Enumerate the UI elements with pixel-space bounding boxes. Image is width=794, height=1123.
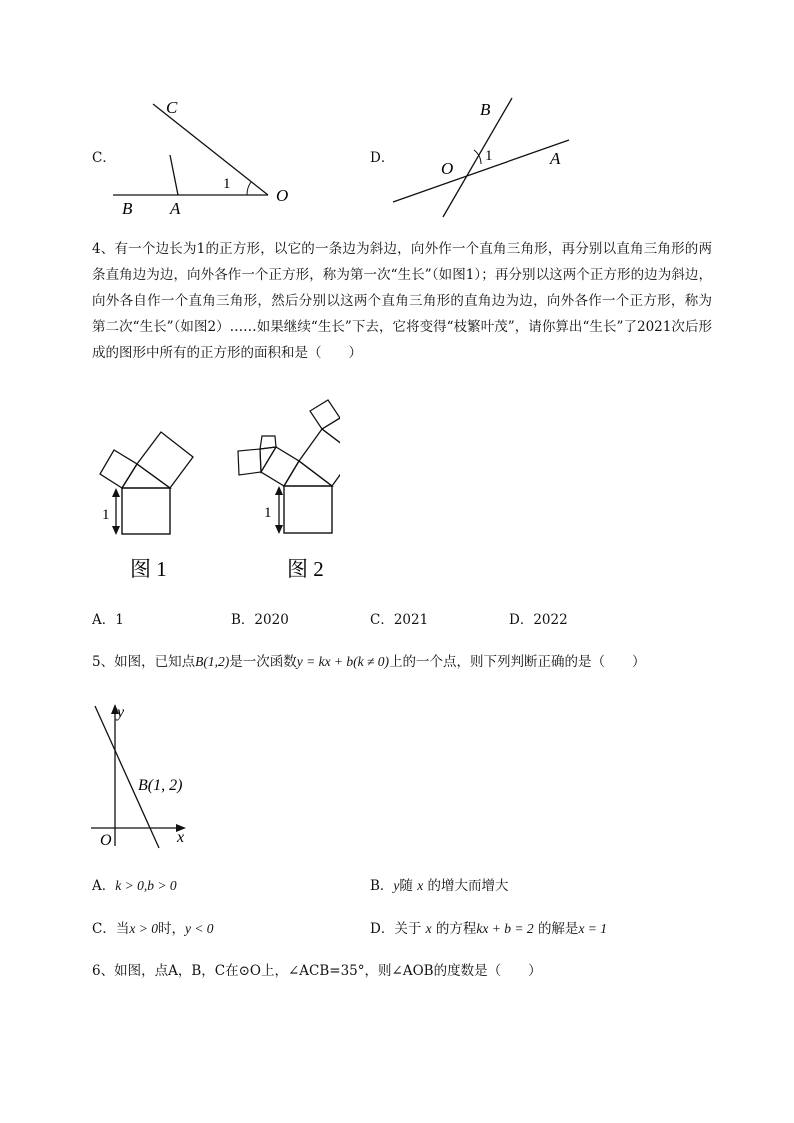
label-angle-1: 1	[485, 148, 493, 164]
right-square	[137, 432, 193, 488]
fig2-caption: 图 2	[287, 557, 324, 581]
option-c-label: C．	[92, 150, 116, 166]
q5-option-c	[92, 916, 214, 942]
q5-prefix: 5、如图，已知点	[92, 654, 196, 670]
label-o: O	[276, 186, 289, 205]
option-d-sol: x = 1	[578, 921, 608, 936]
question-4-text: 4、有一个边长为1的正方形，以它的一条边为斜边，向外作一个直角三角形，再分别以直角三角形的两条直角边为边，向外各作一个正方形，称为第一次“生长”（如图1）；再分别以这两个正方形的边为斜边，向外各自作一个直角三角形，然后分别以这两个直角三角形的直角边为边，向外各作一个正方形，称为第二次“生长”（如图2）……如果继续“生长”下去，它将变得“枝繁叶茂”，请你算出“生长”了2021次后形成的图形中所有的正方形的面积和是（ ）	[92, 241, 712, 361]
arrow-head-top	[112, 488, 120, 497]
label-a: A	[170, 199, 181, 218]
option-a-prefix: A．	[92, 878, 116, 894]
left-square	[261, 447, 299, 486]
fig2-side-label: 1	[264, 505, 272, 521]
q5-suffix: 上的一个点，则下列判断正确的是（ ）	[389, 654, 646, 670]
q4-option-b: B．2020	[231, 612, 289, 628]
figure-1	[100, 432, 193, 581]
line-oa	[393, 140, 569, 202]
label-b: B	[480, 100, 491, 119]
option-d-mid2: 的解是	[537, 921, 579, 937]
ray-oc	[153, 104, 268, 195]
square-2c	[310, 400, 340, 429]
option-c-cond: x > 0	[129, 921, 158, 936]
q5-mid: 是一次函数	[229, 654, 297, 670]
option-d-eq: kx + b = 2	[476, 921, 534, 936]
q4-option-c: C．2021	[370, 612, 429, 628]
q5-option-b	[370, 873, 509, 899]
label-y: y	[117, 704, 125, 721]
base-square	[122, 488, 170, 534]
q4-option-d: D．2022	[509, 612, 568, 628]
option-a-math: k > 0,b > 0	[115, 878, 177, 893]
square-2b	[260, 436, 276, 449]
option-d-label: D．	[370, 150, 395, 166]
option-d-var: x	[425, 921, 432, 936]
option-d-mid: 的方程	[435, 921, 477, 937]
arrow-head-bottom	[275, 525, 283, 534]
option-c-mid: 时，	[157, 921, 185, 937]
line-ob	[443, 98, 512, 217]
fig1-side-label: 1	[102, 507, 110, 523]
option-b-suffix: 的增大而增大	[427, 878, 509, 894]
question-6-text: 6、如图，点A，B，C在⊙O上，∠ACB=35°，则∠AOB的度数是（ ）	[92, 963, 542, 979]
q4-option-a: A．1	[92, 612, 124, 628]
option-b-var: y	[393, 878, 400, 893]
angle-arc	[247, 182, 251, 195]
base-square	[284, 486, 332, 533]
label-c: C	[166, 98, 178, 117]
square-2a	[238, 449, 261, 475]
label-b: B	[122, 199, 133, 218]
q5-function: y = kx + b(k ≠ 0)	[296, 654, 390, 669]
q5-option-a	[92, 873, 177, 899]
option-d-prefix: D．关于	[370, 921, 422, 937]
q4-figures	[90, 398, 340, 593]
option-b-prefix: B．	[370, 878, 394, 894]
label-origin: O	[100, 832, 112, 849]
option-c-prefix: C．当	[92, 921, 130, 937]
q5-graph	[88, 696, 198, 856]
q3-figure-c	[108, 92, 298, 222]
label-angle-1: 1	[223, 176, 231, 192]
option-c-res: y < 0	[184, 921, 214, 936]
triangle-2a	[260, 447, 276, 472]
label-x: x	[177, 829, 185, 846]
segment-a	[170, 155, 178, 195]
arrow-head-bottom	[112, 526, 120, 535]
q3-figure-d	[385, 92, 585, 222]
label-point-b: B(1, 2)	[138, 777, 183, 794]
label-a: A	[550, 149, 561, 168]
left-square	[100, 450, 137, 488]
figure-2	[238, 400, 340, 581]
q5-option-d	[370, 916, 607, 942]
q5-point: B(1,2)	[195, 654, 230, 669]
fig1-caption: 图 1	[130, 557, 167, 581]
option-b-var2: x	[417, 878, 424, 893]
option-b-mid: 随	[399, 878, 413, 894]
question-5-text	[92, 649, 646, 675]
label-o: O	[441, 159, 454, 178]
arrow-head-top	[275, 486, 283, 495]
